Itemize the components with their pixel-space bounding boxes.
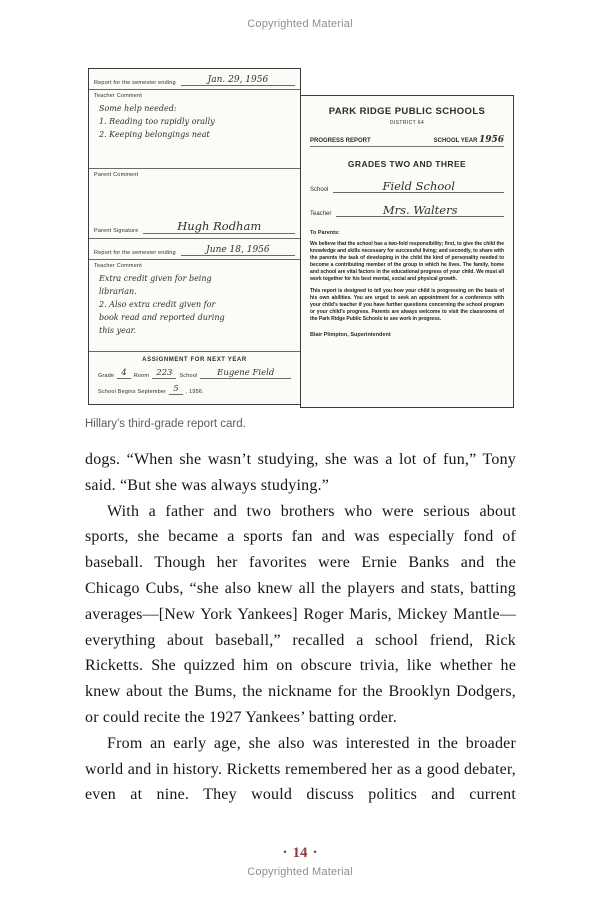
school-begins-date-handwritten: 5 bbox=[169, 385, 182, 395]
room-value-handwritten: 223 bbox=[152, 369, 176, 379]
parent-signature-label: Parent Signature bbox=[94, 228, 139, 235]
handwritten-line: 1. Reading too rapidly orally bbox=[99, 116, 215, 126]
handwritten-line: 2. Also extra credit given for bbox=[99, 300, 216, 310]
grades-title: GRADES TWO AND THREE bbox=[347, 159, 467, 169]
copyright-notice-top: Copyrighted Material bbox=[247, 18, 353, 30]
teacher-comment-1-section bbox=[89, 90, 300, 169]
to-parents-paragraph-2: This report is designed to tell you how your child is progressing on the basis of his own abilities. You are urged to seek an appointment for a conference with your child’s teacher if you have further questions concerning the school program or your child’s progress. Parents are always welcome to visit the classrooms of the Park Ridge Public Schools to see work in progress. bbox=[310, 288, 504, 322]
progress-report-row bbox=[310, 136, 504, 147]
body-paragraph-1: dogs. “When she wasn’t studying, she was a lot of fun,” Tony said. “But she was always studying.” bbox=[85, 451, 516, 494]
teacher-line bbox=[310, 204, 504, 217]
report-card-figure bbox=[85, 68, 515, 410]
school-begins-year: , 1956. bbox=[185, 388, 204, 395]
handwritten-line: 2. Keeping belongings neat bbox=[99, 129, 210, 139]
school-year-handwritten: 1956 bbox=[478, 135, 504, 145]
to-parents-label: To Parents: bbox=[310, 230, 340, 236]
page-number-value: 14 bbox=[292, 845, 308, 861]
assignment-title: ASSIGNMENT FOR NEXT YEAR bbox=[142, 356, 247, 363]
progress-report-label: PROGRESS REPORT bbox=[310, 138, 371, 144]
school-begins-label: School Begins September bbox=[98, 388, 167, 395]
school-year-group bbox=[434, 136, 504, 144]
semester-1-date-handwritten: Jan. 29, 1956 bbox=[181, 75, 295, 86]
teacher-field-label: Teacher bbox=[310, 211, 332, 217]
school-name-handwritten: Field School bbox=[333, 180, 504, 193]
semester-2-date-handwritten: June 18, 1956 bbox=[181, 245, 295, 256]
report-card-inside-page bbox=[88, 68, 301, 405]
school-line bbox=[310, 180, 504, 193]
school-year-label: SCHOOL YEAR bbox=[433, 138, 478, 144]
page-number-dot-right: • bbox=[313, 847, 317, 857]
school-value-handwritten: Eugene Field bbox=[200, 369, 291, 379]
room-label: Room bbox=[133, 372, 150, 379]
teacher-comment-1-handwriting bbox=[99, 102, 293, 141]
body-text bbox=[85, 447, 516, 808]
parent-comment-section bbox=[89, 169, 300, 240]
figure-caption: Hillary’s third-grade report card. bbox=[85, 418, 246, 430]
assignment-next-year-section bbox=[89, 352, 300, 404]
semester-1-header bbox=[89, 69, 300, 90]
grade-label: Grade bbox=[98, 372, 115, 379]
handwritten-line: book read and reported during bbox=[99, 313, 225, 323]
superintendent-signature: Blair Plimpton, Superintendent bbox=[310, 332, 391, 338]
to-parents-paragraph-1: We believe that the school has a two-fold responsibility; first, to give the child the knowledge and skills necessary for successful living; and secondly, to share with the parents the task of developing in the child the kind of personality needed to become a contributing member of the group in which he lives. The family, home and school are vital factors in the educational progress of your child. We must all work together for his best mental, social and physical growth. bbox=[310, 241, 504, 282]
handwritten-line: librarian. bbox=[99, 287, 137, 297]
handwritten-line: Extra credit given for being bbox=[99, 274, 212, 284]
teacher-comment-1-label: Teacher Comment bbox=[94, 92, 142, 99]
report-card-cover-page bbox=[300, 95, 514, 408]
teacher-comment-2-label: Teacher Comment bbox=[94, 263, 142, 270]
page-number-dot-left: • bbox=[283, 847, 287, 857]
assignment-row-2 bbox=[98, 385, 291, 395]
handwritten-line: Some help needed: bbox=[99, 103, 177, 113]
semester-2-header bbox=[89, 239, 300, 260]
parent-comment-label: Parent Comment bbox=[94, 171, 139, 178]
semester-1-label: Report for the semester ending bbox=[94, 79, 176, 86]
semester-2-label: Report for the semester ending bbox=[94, 250, 176, 257]
parent-signature-handwritten: Hugh Rodham bbox=[143, 220, 295, 234]
body-paragraph-2: With a father and two brothers who were serious about sports, she became a sports fan and was especially fond of baseball. Though her favorites were Ernie Banks and the Chicago Cubs, “she also knew all the players and stats, batting averages—[New York Yankees] Roger Maris, Mickey Mantle—everything about baseball,” recalled a school friend, Rick Ricketts. She quizzed him on obscure trivia, like whether he knew about the Bums, the nickname for the Brooklyn Dodgers, or could recite the 1927 Yankees’ batting order. bbox=[85, 502, 516, 726]
page-number bbox=[0, 845, 600, 862]
body-paragraph-3: From an early age, she also was interested in the broader world and in history. Ricketts remembered her as a good debater, even at nine. They would discuss politics and current bbox=[85, 734, 516, 804]
parent-signature-row bbox=[94, 220, 295, 234]
teacher-comment-2-section bbox=[89, 260, 300, 352]
teacher-comment-2-handwriting bbox=[99, 272, 293, 337]
assignment-row-1 bbox=[98, 369, 291, 379]
report-card-title: PARK RIDGE PUBLIC SCHOOLS bbox=[328, 106, 486, 117]
school-label: School bbox=[179, 372, 198, 379]
district-label: DISTRICT 64 bbox=[389, 120, 425, 126]
grade-value-handwritten: 4 bbox=[117, 369, 130, 379]
copyright-notice-bottom: Copyrighted Material bbox=[247, 866, 353, 878]
handwritten-line: this year. bbox=[99, 326, 137, 336]
school-field-label: School bbox=[310, 187, 329, 193]
teacher-name-handwritten: Mrs. Walters bbox=[336, 204, 504, 217]
